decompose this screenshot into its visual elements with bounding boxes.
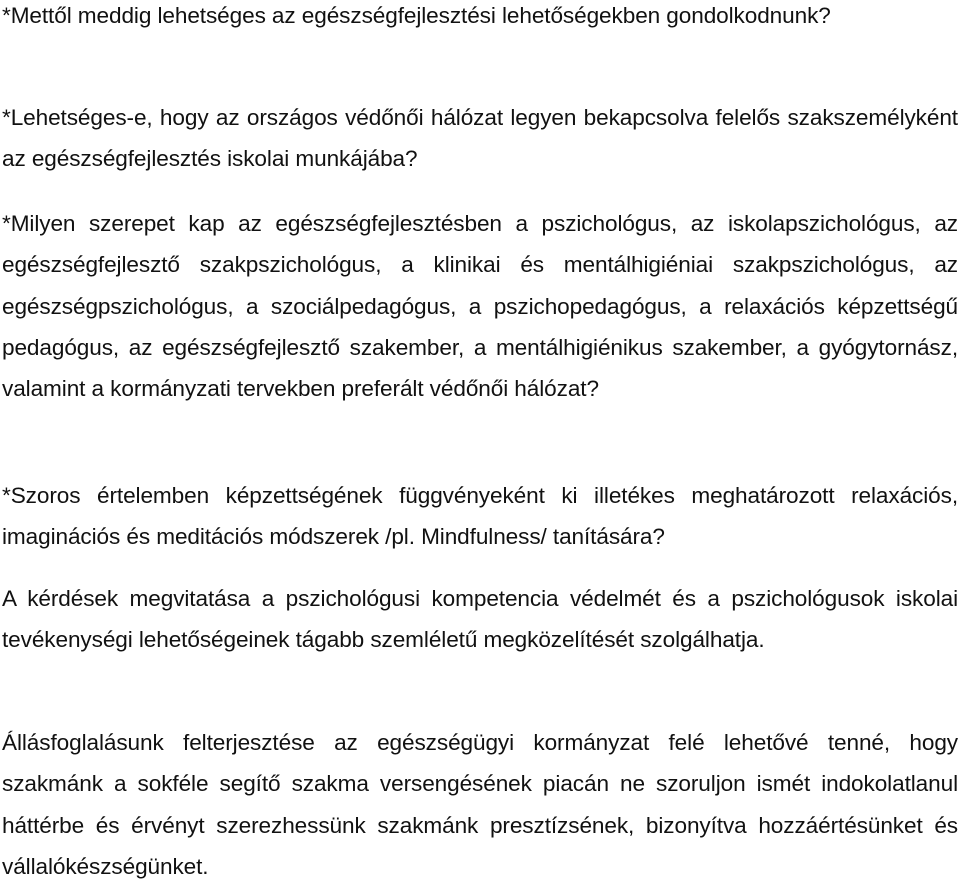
question-paragraph-1: *Mettől meddig lehetséges az egészségfejlesztési lehetőségekben gondolkodnunk? bbox=[2, 3, 831, 28]
question-paragraph-4: *Szoros értelemben képzettségének függvényeként ki illetékes meghatározott relaxációs, imaginációs és meditációs módszerek /pl. Mindfulness/ tanítására? bbox=[2, 483, 958, 550]
body-paragraph-discussion: A kérdések megvitatása a pszichológusi kompetencia védelmét és a pszichológusok iskolai tevékenységi lehetőségeinek tágabb szemléletű megközelítését szolgálhatja. bbox=[2, 586, 958, 653]
question-paragraph-3: *Milyen szerepet kap az egészségfejlesztésben a pszichológus, az iskolapszichológus, az egészségfejlesztő szakpszichológus, a klinikai és mentálhigiéniai szakpszichológus, az egészségpszichológus, a szociálpedagógus, a pszichopedagógus, a relaxációs képzettségű pedagógus, az egészségfejlesztő szakember, a mentálhigiénikus szakember, a gyógytornász, valamint a kormányzati tervekben preferált védőnői hálózat? bbox=[2, 211, 958, 402]
body-paragraph-position-statement: Állásfoglalásunk felterjesztése az egészségügyi kormányzat felé lehetővé tenné, hogy szakmánk a sokféle segítő szakma versengésének piacán ne szoruljon ismét indokolatlanul háttérbe és érvényt szerezhessünk szakmánk presztízsének, bizonyítva hozzáértésünket és vállalókészségünket. bbox=[2, 730, 958, 879]
question-paragraph-2: *Lehetséges-e, hogy az országos védőnői hálózat legyen bekapcsolva felelős szakszemélyként az egészségfejlesztés iskolai munkájába? bbox=[2, 105, 958, 172]
